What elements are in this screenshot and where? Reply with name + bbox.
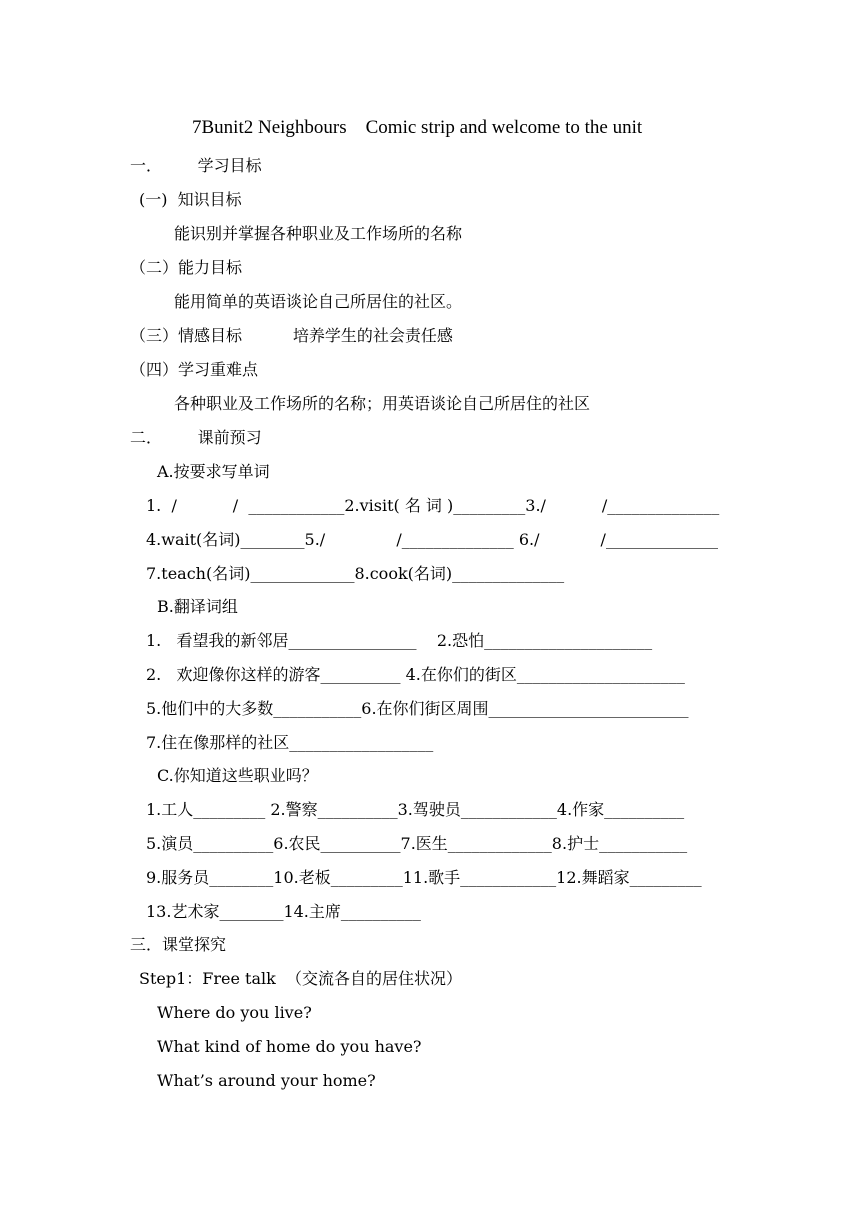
paragraph-knowledge: 能识别并掌握各种职业及工作场所的名称 — [174, 224, 463, 243]
exercise-b-line-2: 2. 欢迎像你这样的游客__________ 4.在你们的街区_____________________ — [146, 665, 685, 684]
exercise-c-line-1: 1.工人_________ 2.警察__________3.驾驶员____________4.作家__________ — [146, 800, 685, 819]
exercise-b-line-3: 5.他们中的大多数___________6.在你们街区周围_________________________ — [146, 699, 689, 718]
exercise-a-line-2: 4.wait(名词)________5./ /______________ 6./ /______________ — [146, 530, 718, 549]
exercise-b-line-4: 7.住在像那样的社区__________________ — [146, 733, 434, 752]
exercise-c-line-2: 5.演员__________6.农民__________7.医生_____________8.护士___________ — [146, 834, 688, 853]
section-heading-3: 三．课堂探究 — [130, 935, 227, 954]
page-title: 7Bunit2 Neighbours Comic strip and welcome to the unit — [192, 117, 643, 138]
subheading-difficulty: （四）学习重难点 — [130, 360, 259, 379]
exercise-c-title: C.你知道这些职业吗？ — [157, 766, 318, 785]
paragraph-ability: 能用简单的英语谈论自己所居住的社区。 — [174, 292, 463, 311]
subheading-ability: （二）能力目标 — [130, 258, 243, 277]
question-1: Where do you live? — [157, 1003, 312, 1022]
exercise-b-line-1: 1. 看望我的新邻居________________ 2.恐怕_____________________ — [146, 631, 653, 650]
exercise-a-line-1: 1. / / ____________2.visit( 名 词 )_________3./ /______________ — [146, 496, 720, 515]
exercise-b-title: B.翻译词组 — [157, 597, 238, 616]
step1-heading: Step1：Free talk （交流各自的居住状况） — [139, 969, 463, 988]
question-2: What kind of home do you have? — [157, 1037, 422, 1056]
section-heading-1: 一． 学习目标 — [130, 156, 262, 175]
exercise-c-line-4: 13.艺术家________14.主席__________ — [146, 902, 421, 921]
exercise-a-line-3: 7.teach(名词)_____________8.cook(名词)______________ — [146, 564, 565, 583]
subheading-knowledge: (一) 知识目标 — [139, 190, 242, 209]
subheading-emotion: （三）情感目标 培养学生的社会责任感 — [130, 326, 453, 345]
paragraph-difficulty: 各种职业及工作场所的名称；用英语谈论自己所居住的社区 — [174, 394, 591, 413]
exercise-c-line-3: 9.服务员________10.老板_________11.歌手____________12.舞蹈家_________ — [146, 868, 702, 887]
exercise-a-title: A.按要求写单词 — [157, 462, 270, 481]
section-heading-2: 二． 课前预习 — [130, 428, 262, 447]
question-3: What’s around your home? — [157, 1071, 376, 1090]
